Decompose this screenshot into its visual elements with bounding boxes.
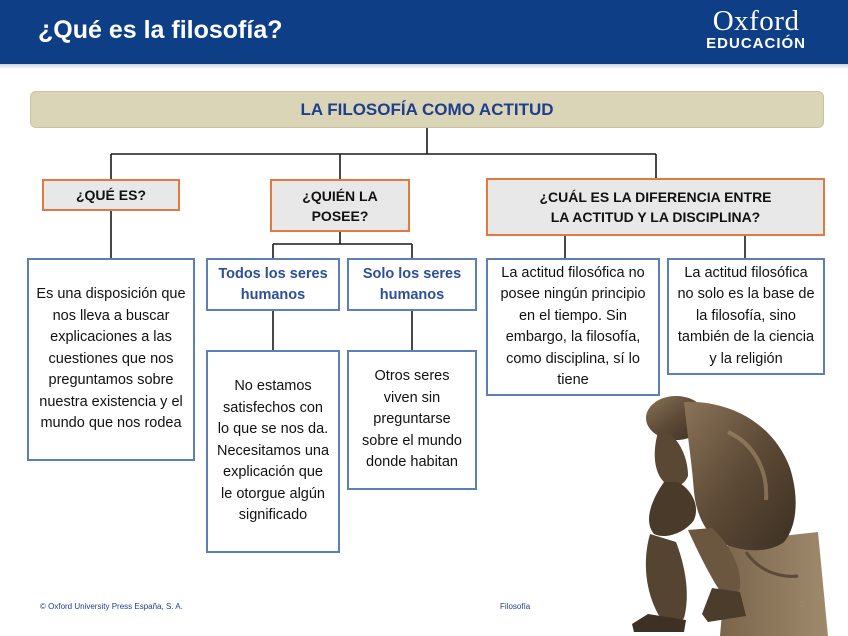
thinker-statue-image [628,392,828,636]
logo-name: Oxford [712,5,800,37]
page-title: ¿Qué es la filosofía? [38,16,283,44]
logo-subtitle: EDUCACIÓN [706,35,806,52]
attitude-vs-discipline-box: La actitud filosófica no posee ningún principio en el tiempo. Sin embargo, la filosofía, como disciplina, sí lo tiene [486,258,660,396]
question-difference: ¿CUÁL ES LA DIFERENCIA ENTRE LA ACTITUD Y LA DISCIPLINA? [486,178,825,236]
subcategory-only-humans: Solo los seres humanos [347,258,477,311]
definition-box: Es una disposición que nos lleva a buscar explicaciones a las cuestiones que nos preguntamos sobre nuestra existencia y el mundo que nos rodea [27,258,195,461]
foundation-box: La actitud filosófica no solo es la base de la filosofía, sino también de la ciencia y la religión [667,258,825,375]
footer-copyright: © Oxford University Press España, S. A. [40,602,183,611]
question-what-is: ¿QUÉ ES? [42,179,180,211]
only-humans-explanation: Otros seres viven sin preguntarse sobre el mundo donde habitan [347,350,477,490]
main-concept-banner: LA FILOSOFÍA COMO ACTITUD [30,91,824,128]
page-number: 2 [800,600,805,609]
footer-subject: Filosofía [500,602,531,611]
question-who-has-it: ¿QUIÉN LA POSEE? [270,179,410,232]
subcategory-all-humans: Todos los seres humanos [206,258,340,311]
all-humans-explanation: No estamos satisfechos con lo que se nos da. Necesitamos una explicación que le otorgue algún significado [206,350,340,553]
